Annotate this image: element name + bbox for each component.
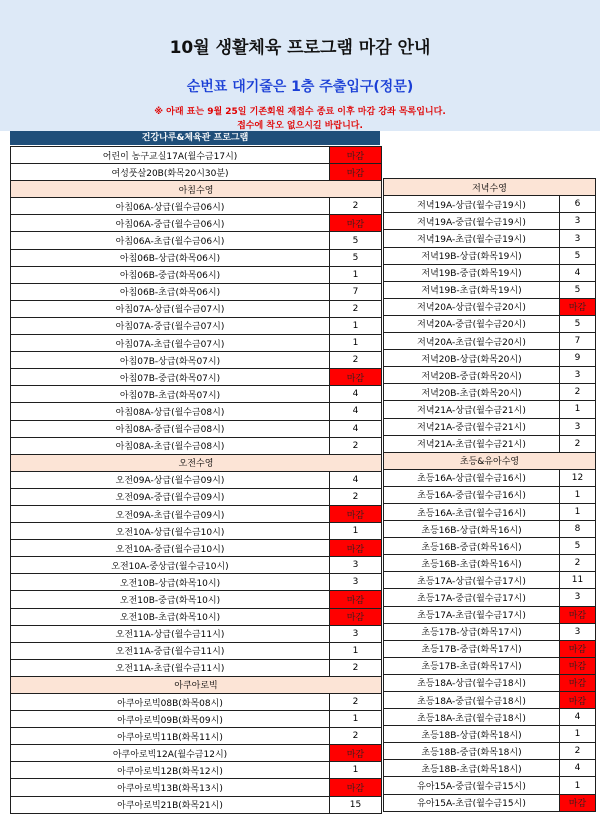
- section-title: 저녁수영: [384, 179, 596, 196]
- remaining-count: 5: [330, 232, 382, 249]
- program-name: 오전10B-중급(화목10시): [11, 591, 330, 608]
- table-row: [11, 215, 382, 232]
- closed-badge: 마감: [560, 692, 596, 709]
- remaining-count: 6: [560, 196, 596, 213]
- remaining-count: 1: [560, 486, 596, 503]
- remaining-count: 2: [330, 728, 382, 745]
- table-row: [384, 572, 596, 589]
- table-row: [384, 521, 596, 538]
- remaining-count: 5: [560, 247, 596, 264]
- closed-badge: 마감: [330, 369, 382, 386]
- section-title: 초등&유아수영: [384, 452, 596, 469]
- program-name: 오전10B-상급(화목10시): [11, 574, 330, 591]
- table-row: [384, 555, 596, 572]
- section-header-row: [11, 454, 382, 471]
- section-title: 아쿠아로빅: [11, 676, 382, 693]
- remaining-count: 1: [330, 762, 382, 779]
- table-row: [384, 281, 596, 298]
- remaining-count: 5: [560, 538, 596, 555]
- program-name: 저녁20B-상급(화목20시): [384, 350, 560, 367]
- table-row: [11, 762, 382, 779]
- table-row: [384, 196, 596, 213]
- table-row: [11, 608, 382, 625]
- remaining-count: 1: [330, 266, 382, 283]
- program-name: 아침07B-상급(화목07시): [11, 352, 330, 369]
- table-row: [11, 437, 382, 454]
- program-name: 저녁19B-상급(화목19시): [384, 247, 560, 264]
- table-row: [11, 164, 382, 181]
- remaining-count: 12: [560, 469, 596, 486]
- table-row: [11, 317, 382, 334]
- table-row: [11, 574, 382, 591]
- remaining-count: 7: [560, 333, 596, 350]
- remaining-count: 3: [560, 418, 596, 435]
- program-name: 아쿠아로빅09B(화목09시): [11, 711, 330, 728]
- remaining-count: 2: [560, 384, 596, 401]
- program-name: 아쿠아로빅11B(화목11시): [11, 728, 330, 745]
- spacer-cell: [384, 146, 596, 162]
- remaining-count: 4: [560, 709, 596, 726]
- remaining-count: 1: [330, 317, 382, 334]
- table-row: [384, 418, 596, 435]
- table-row: [11, 711, 382, 728]
- table-row: [11, 147, 382, 164]
- remaining-count: 2: [330, 198, 382, 215]
- table-row: [384, 298, 596, 315]
- table-row: [11, 642, 382, 659]
- table-row: [384, 230, 596, 247]
- remaining-count: 4: [330, 403, 382, 420]
- table-row: [384, 777, 596, 794]
- remaining-count: 3: [330, 574, 382, 591]
- table-row: [11, 232, 382, 249]
- program-name: 아침06B-중급(화목06시): [11, 266, 330, 283]
- program-name: 아침07B-초급(화목07시): [11, 386, 330, 403]
- table-row: [384, 401, 596, 418]
- table-row: [384, 333, 596, 350]
- table-row: [11, 471, 382, 488]
- closed-badge: 마감: [560, 298, 596, 315]
- section-header-row: [11, 181, 382, 198]
- table-row: [384, 384, 596, 401]
- remaining-count: 2: [330, 437, 382, 454]
- program-name: 초등17B-초급(화목17시): [384, 657, 560, 674]
- table-row: [11, 796, 382, 813]
- program-name: 아쿠아로빅12A(월수금12시): [11, 745, 330, 762]
- program-name: 초등18B-초급(화목18시): [384, 760, 560, 777]
- table-row: [11, 266, 382, 283]
- caution-note: 접수에 착오 없으시길 바랍니다.: [237, 121, 363, 131]
- right-program-table: [383, 146, 596, 812]
- closed-badge: 마감: [560, 606, 596, 623]
- closed-badge: 마감: [330, 147, 382, 164]
- remaining-count: 4: [330, 386, 382, 403]
- table-row: [384, 692, 596, 709]
- remaining-count: 1: [330, 642, 382, 659]
- table-row: [11, 352, 382, 369]
- remaining-count: 4: [560, 760, 596, 777]
- table-row: [11, 369, 382, 386]
- program-name: 오전11A-중급(월수금11시): [11, 642, 330, 659]
- program-name: 오전10A-중상급(월수금10시): [11, 557, 330, 574]
- program-name: 초등16B-초급(화목16시): [384, 555, 560, 572]
- closed-badge: 마감: [560, 674, 596, 691]
- remaining-count: 4: [330, 420, 382, 437]
- remaining-count: 2: [330, 659, 382, 676]
- table-row: [11, 659, 382, 676]
- table-row: [384, 743, 596, 760]
- remaining-count: 8: [560, 521, 596, 538]
- table-row: [384, 503, 596, 520]
- remaining-count: 4: [330, 471, 382, 488]
- remaining-count: 2: [330, 488, 382, 505]
- program-name: 오전10A-상급(월수금10시): [11, 523, 330, 540]
- right-program-rows: [384, 146, 596, 811]
- program-name: 아침06A-초급(월수금06시): [11, 232, 330, 249]
- program-name: 저녁20B-초급(화목20시): [384, 384, 560, 401]
- section-header-row: [384, 179, 596, 196]
- program-name: 여성풋살20B(화목20시30분): [11, 164, 330, 181]
- remaining-count: 2: [560, 743, 596, 760]
- program-name: 오전11A-초급(월수금11시): [11, 659, 330, 676]
- program-name: 오전09A-초급(월수금09시): [11, 505, 330, 522]
- remaining-count: 5: [330, 249, 382, 266]
- program-name: 초등18A-중급(월수금18시): [384, 692, 560, 709]
- remaining-count: 5: [560, 315, 596, 332]
- program-name: 저녁20A-초급(월수금20시): [384, 333, 560, 350]
- table-row: [384, 486, 596, 503]
- section-header-row: [384, 452, 596, 469]
- table-row: [384, 538, 596, 555]
- program-name: 어린이 농구교실17A(월수금17시): [11, 147, 330, 164]
- section-title: 아침수영: [11, 181, 382, 198]
- remaining-count: 2: [560, 435, 596, 452]
- table-row: [11, 591, 382, 608]
- page-title: 10월 생활체육 프로그램 마감 안내: [169, 38, 431, 58]
- remaining-count: 1: [560, 726, 596, 743]
- program-name: 아쿠아로빅21B(화목21시): [11, 796, 330, 813]
- table-row: [11, 728, 382, 745]
- table-row: [384, 213, 596, 230]
- table-row: [11, 557, 382, 574]
- program-name: 아침06B-초급(화목06시): [11, 283, 330, 300]
- program-name: 초등17A-중급(월수금17시): [384, 589, 560, 606]
- table-row: [11, 745, 382, 762]
- remaining-count: 15: [330, 796, 382, 813]
- table-row: [11, 540, 382, 557]
- remaining-count: 3: [560, 623, 596, 640]
- remaining-count: 1: [560, 777, 596, 794]
- remaining-count: 2: [330, 694, 382, 711]
- remaining-count: 2: [560, 555, 596, 572]
- table-row: [384, 367, 596, 384]
- program-name: 초등17B-상급(화목17시): [384, 623, 560, 640]
- table-row: [384, 760, 596, 777]
- program-name: 저녁20B-중급(화목20시): [384, 367, 560, 384]
- table-row: [384, 674, 596, 691]
- program-name: 아침08A-초급(월수금08시): [11, 437, 330, 454]
- table-row: [384, 606, 596, 623]
- program-name: 오전11A-상급(월수금11시): [11, 625, 330, 642]
- table-row: [384, 350, 596, 367]
- program-name: 아침07A-중급(월수금07시): [11, 317, 330, 334]
- program-name: 아쿠아로빅13B(화목13시): [11, 779, 330, 796]
- table-row: [11, 403, 382, 420]
- spacer-cell: [384, 162, 596, 179]
- program-name: 아쿠아로빅08B(화목08시): [11, 694, 330, 711]
- closing-note: ※ 아래 표는 9월 25일 기존회원 재접수 종료 이후 마감 강좌 목록입니다.: [154, 107, 446, 117]
- program-name: 초등16B-중급(화목16시): [384, 538, 560, 555]
- left-program-rows: [11, 147, 382, 814]
- program-name: 저녁19B-중급(화목19시): [384, 264, 560, 281]
- program-name: 초등18A-초급(월수금18시): [384, 709, 560, 726]
- left-program-table: [10, 146, 382, 814]
- remaining-count: 9: [560, 350, 596, 367]
- program-name: 저녁20A-상급(월수금20시): [384, 298, 560, 315]
- program-name: 초등16A-상급(월수금16시): [384, 469, 560, 486]
- remaining-count: 3: [560, 589, 596, 606]
- program-name: 아침07A-상급(월수금07시): [11, 300, 330, 317]
- program-name: 저녁21A-초급(월수금21시): [384, 435, 560, 452]
- program-name: 저녁19A-중급(월수금19시): [384, 213, 560, 230]
- table-row: [384, 623, 596, 640]
- closed-badge: 마감: [330, 745, 382, 762]
- remaining-count: 2: [330, 352, 382, 369]
- table-row: [11, 505, 382, 522]
- remaining-count: 3: [330, 625, 382, 642]
- closed-badge: 마감: [330, 505, 382, 522]
- table-row: [11, 300, 382, 317]
- program-name: 저녁20A-중급(월수금20시): [384, 315, 560, 332]
- remaining-count: 1: [560, 503, 596, 520]
- program-name: 저녁19B-초급(화목19시): [384, 281, 560, 298]
- table-row: [11, 488, 382, 505]
- remaining-count: 4: [560, 264, 596, 281]
- table-row: [384, 640, 596, 657]
- program-name: 유아15A-초급(월수금15시): [384, 794, 560, 811]
- program-name: 초등17A-상급(월수금17시): [384, 572, 560, 589]
- program-name: 초등16B-상급(화목16시): [384, 521, 560, 538]
- spacer-row: [384, 162, 596, 179]
- program-name: 오전10B-초급(화목10시): [11, 608, 330, 625]
- table-row: [11, 523, 382, 540]
- remaining-count: 1: [330, 523, 382, 540]
- remaining-count: 5: [560, 281, 596, 298]
- program-name: 초등18A-상급(월수금18시): [384, 674, 560, 691]
- queue-notice: 순번표 대기줄은 1층 주출입구(정문): [186, 79, 414, 95]
- program-name: 초등18B-중급(화목18시): [384, 743, 560, 760]
- table-row: [11, 198, 382, 215]
- remaining-count: 1: [330, 335, 382, 352]
- program-name: 초등17B-중급(화목17시): [384, 640, 560, 657]
- program-band: 건강나루&체육관 프로그램: [10, 131, 380, 145]
- table-row: [384, 709, 596, 726]
- program-name: 초등16A-중급(월수금16시): [384, 486, 560, 503]
- closed-badge: 마감: [330, 591, 382, 608]
- table-row: [11, 625, 382, 642]
- section-header-row: [11, 676, 382, 693]
- program-name: 아쿠아로빅12B(화목12시): [11, 762, 330, 779]
- table-row: [384, 726, 596, 743]
- remaining-count: 3: [330, 557, 382, 574]
- table-row: [11, 335, 382, 352]
- table-row: [384, 657, 596, 674]
- program-name: 아침08A-중급(월수금08시): [11, 420, 330, 437]
- program-name: 초등16A-초급(월수금16시): [384, 503, 560, 520]
- program-name: 오전09A-상급(월수금09시): [11, 471, 330, 488]
- remaining-count: 1: [560, 401, 596, 418]
- table-row: [11, 420, 382, 437]
- table-row: [384, 469, 596, 486]
- table-row: [384, 247, 596, 264]
- remaining-count: 3: [560, 230, 596, 247]
- remaining-count: 1: [330, 711, 382, 728]
- program-name: 초등17A-초급(월수금17시): [384, 606, 560, 623]
- program-name: 저녁21A-중급(월수금21시): [384, 418, 560, 435]
- remaining-count: 3: [560, 367, 596, 384]
- program-name: 유아15A-중급(월수금15시): [384, 777, 560, 794]
- spacer-row: [384, 146, 596, 162]
- closed-badge: 마감: [330, 608, 382, 625]
- program-name: 저녁19A-초급(월수금19시): [384, 230, 560, 247]
- table-row: [384, 435, 596, 452]
- table-row: [11, 694, 382, 711]
- program-name: 아침06A-중급(월수금06시): [11, 215, 330, 232]
- section-title: 오전수영: [11, 454, 382, 471]
- table-row: [11, 249, 382, 266]
- program-name: 아침06B-상급(화목06시): [11, 249, 330, 266]
- program-name: 아침08A-상급(월수금08시): [11, 403, 330, 420]
- table-row: [11, 283, 382, 300]
- program-name: 아침06A-상급(월수금06시): [11, 198, 330, 215]
- closed-badge: 마감: [330, 164, 382, 181]
- table-row: [11, 779, 382, 796]
- program-name: 저녁19A-상급(월수금19시): [384, 196, 560, 213]
- program-name: 아침07A-초급(월수금07시): [11, 335, 330, 352]
- table-row: [384, 264, 596, 281]
- closed-badge: 마감: [560, 794, 596, 811]
- table-row: [384, 794, 596, 811]
- remaining-count: 2: [330, 300, 382, 317]
- program-name: 아침07B-중급(화목07시): [11, 369, 330, 386]
- remaining-count: 3: [560, 213, 596, 230]
- table-row: [384, 315, 596, 332]
- table-row: [384, 589, 596, 606]
- header-banner: [0, 0, 600, 131]
- program-name: 오전10A-중급(월수금10시): [11, 540, 330, 557]
- closed-badge: 마감: [330, 215, 382, 232]
- program-name: 저녁21A-상급(월수금21시): [384, 401, 560, 418]
- remaining-count: 7: [330, 283, 382, 300]
- closed-badge: 마감: [330, 779, 382, 796]
- table-row: [11, 386, 382, 403]
- remaining-count: 11: [560, 572, 596, 589]
- closed-badge: 마감: [330, 540, 382, 557]
- closed-badge: 마감: [560, 640, 596, 657]
- program-name: 초등18B-상급(화목18시): [384, 726, 560, 743]
- program-name: 오전09A-중급(월수금09시): [11, 488, 330, 505]
- closed-badge: 마감: [560, 657, 596, 674]
